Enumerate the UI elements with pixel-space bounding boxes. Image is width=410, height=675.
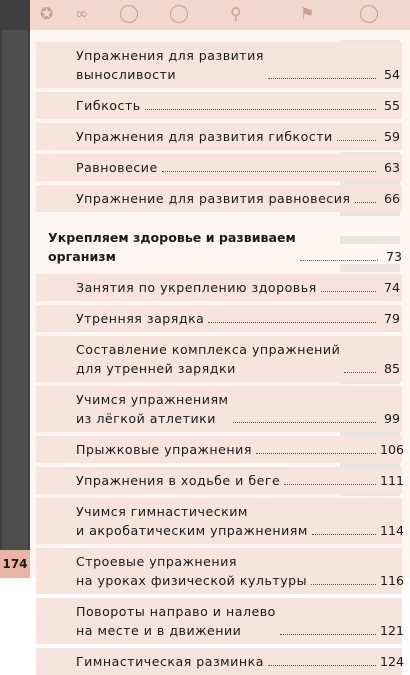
toc-entry-page: 79 <box>383 311 400 326</box>
left-margin-column <box>0 0 30 578</box>
toc-entry[interactable] <box>36 305 402 332</box>
dot-leader <box>162 171 376 172</box>
toc-entry-title: Упражнения для развития выносливости <box>76 48 264 82</box>
toc-entry[interactable] <box>36 598 405 644</box>
toc-entry-page: 54 <box>383 67 400 82</box>
toc-entry[interactable] <box>36 648 405 675</box>
ball-icon <box>360 5 378 23</box>
toc-entry-page: 73 <box>385 249 402 264</box>
dot-leader <box>355 202 377 203</box>
dot-leader <box>311 584 376 585</box>
toc-entry-title: Повороты направо и налево на месте и в движении <box>76 604 276 638</box>
toc-entry[interactable] <box>36 498 405 544</box>
dot-leader <box>337 140 376 141</box>
dot-leader <box>233 422 376 423</box>
toc-entry-page: 121 <box>380 623 405 638</box>
toc-entry-title: Упражнения в ходьбе и беге <box>76 473 281 488</box>
toc-entry-title: Занятия по укреплению здоровья <box>76 280 317 295</box>
dot-leader <box>256 453 376 454</box>
dot-leader <box>280 634 376 635</box>
toc-entry-page: 55 <box>383 98 400 113</box>
toc-entry-page: 124 <box>380 654 405 669</box>
medal-icon: ✪ <box>40 4 54 23</box>
dot-leader <box>208 322 376 323</box>
toc-entry[interactable] <box>36 467 405 494</box>
toc-entry-page: 114 <box>380 523 405 538</box>
toc-entry[interactable] <box>36 548 405 594</box>
toc-entry[interactable] <box>36 154 402 181</box>
toc-entry-title: Утренняя зарядка <box>76 311 205 326</box>
toc-entry-page: 63 <box>383 160 400 175</box>
toc-entry[interactable] <box>36 386 402 432</box>
toc-entry-title: Гибкость <box>76 98 141 113</box>
toc-entry[interactable] <box>36 123 402 150</box>
dot-leader <box>268 78 376 79</box>
toc-entry-page: 59 <box>383 129 400 144</box>
dot-leader <box>344 372 376 373</box>
toc-entry-title: Упражнение для развития равновесия <box>76 191 351 206</box>
toc-entry-title: Гимнастическая разминка <box>76 654 264 669</box>
toc-entry[interactable] <box>36 185 402 212</box>
toc-entry-page: 74 <box>383 280 400 295</box>
toc-entry-title: Строевые упражнения на уроках физической культуры <box>76 554 308 588</box>
page-number: 174 <box>0 550 30 578</box>
toc-entry-title: Упражнения для развития гибкости <box>76 129 333 144</box>
toc-entry-page: 111 <box>380 473 405 488</box>
dot-leader <box>300 260 378 261</box>
toc-entry[interactable] <box>36 42 402 88</box>
toc-entry[interactable] <box>36 274 402 301</box>
racket-icon: ⚲ <box>230 4 242 23</box>
toc-entry[interactable] <box>36 336 402 382</box>
toc-entry-title: Учимся упражнениям из лёгкой атлетики <box>76 392 229 426</box>
shuttlecock-icon: ⚑ <box>300 4 315 23</box>
header-decoration <box>0 0 410 30</box>
ball-icon <box>170 5 188 23</box>
toc-entry-title: Равновесие <box>76 160 158 175</box>
toc-entry-title: Прыжковые упражнения <box>76 442 252 457</box>
toc-entry-page: 66 <box>383 191 400 206</box>
toc-entry-title: Учимся гимнастическим и акробатическим упражнениям <box>76 504 308 538</box>
toc-entry[interactable] <box>36 92 402 119</box>
toc-entry-page: 116 <box>380 573 405 588</box>
glasses-icon: ∞ <box>75 4 89 23</box>
stopwatch-icon <box>120 5 138 23</box>
toc-entry[interactable] <box>36 436 405 463</box>
toc-entry-page: 85 <box>383 361 400 376</box>
dot-leader <box>321 291 376 292</box>
toc-entry-page: 106 <box>380 442 405 457</box>
dot-leader <box>145 109 376 110</box>
toc-entry-title: Составление комплекса упражнений для утренней зарядки <box>76 342 341 376</box>
toc-entry-title: Укрепляем здоровье и развиваем организм <box>48 230 296 264</box>
toc-section-entry[interactable] <box>36 224 402 270</box>
dot-leader <box>284 484 376 485</box>
table-of-contents <box>36 38 405 675</box>
toc-entry-page: 99 <box>383 411 400 426</box>
dot-leader <box>312 534 376 535</box>
dot-leader <box>268 665 376 666</box>
